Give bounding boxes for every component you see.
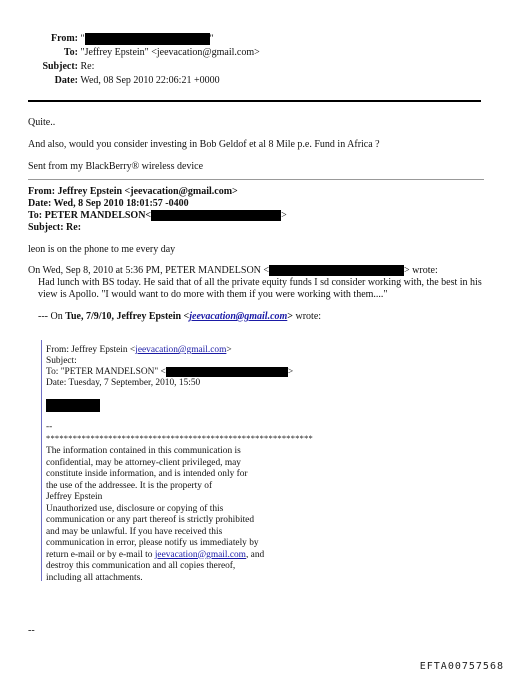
fourth-to-suffix: > <box>287 367 294 378</box>
disclaimer-dashes: -- <box>46 422 53 432</box>
footer-dashes: -- <box>28 625 35 636</box>
attribution-line-epstein <box>38 311 321 323</box>
fourth-from-row <box>46 345 232 357</box>
attribution-close: > <box>287 311 293 322</box>
header-divider <box>28 100 481 102</box>
body-line-signature: Sent from my BlackBerry® wireless device <box>28 161 204 172</box>
disclaimer-stars: ************************************************************ <box>46 433 313 443</box>
disclaimer-line: Jeffrey Epstein <box>46 492 103 502</box>
disclaimer-line: communication in error, please notify us immediately by <box>46 538 259 548</box>
attribution-prefix: On Wed, Sep 8, 2010 at 5:36 PM, PETER MANDELSON < <box>28 265 270 276</box>
second-to-suffix: > <box>281 210 287 221</box>
quote-line-lunch: Had lunch with BS today. He said that of all the private equity funds I sd consider working with, the best in his <box>38 277 482 288</box>
disclaimer-line: confidential, may be attorney-client privileged, may <box>46 457 241 468</box>
email-link[interactable]: jeevacation@gmail.com <box>154 549 246 560</box>
disclaimer-line: the use of the addressee. It is the property of <box>46 480 213 491</box>
reply-divider <box>28 179 484 180</box>
header-subject-row <box>20 61 94 74</box>
disclaimer-line: communication or any part thereof is strictly prohibited <box>46 515 255 525</box>
email-link[interactable]: jeevacation@gmail.com <box>189 311 288 322</box>
attribution-date: Tue, 7/9/10, Jeffrey Epstein < <box>65 311 190 322</box>
redaction-bar <box>269 265 404 276</box>
to-value: "Jeffrey Epstein" <jeevacation@gmail.com> <box>80 47 260 58</box>
header-from-row <box>20 33 214 46</box>
attribution-line-mandelson <box>28 265 438 277</box>
disclaimer-line: constitute inside information, and is intended only for <box>46 469 248 479</box>
second-to-row <box>28 210 287 222</box>
header-to-row <box>20 47 260 60</box>
date-value: Wed, 08 Sep 2010 22:06:21 +0000 <box>80 75 220 86</box>
disclaimer-reply-suffix: , and <box>245 549 265 560</box>
disclaimer-line: Unauthorized use, disclosure or copying of this <box>46 503 224 514</box>
attribution-dash-prefix: --- On <box>38 311 66 322</box>
subject-label: Subject: <box>42 61 78 72</box>
body-line-quite: Quite.. <box>28 117 56 128</box>
from-value-open-quote: " <box>80 33 85 45</box>
quote-bar <box>41 340 42 581</box>
email-link[interactable]: jeevacation@gmail.com <box>135 345 227 355</box>
bates-number: EFTA00757568 <box>419 661 504 672</box>
disclaimer-reply-prefix: return e-mail or by e-mail to <box>46 549 155 560</box>
second-date: Date: Wed, 8 Sep 2010 18:01:57 -0400 <box>28 198 189 209</box>
fourth-from-suffix: > <box>226 345 232 355</box>
from-value-close-quote: " <box>209 33 214 45</box>
second-from: From: Jeffrey Epstein <jeevacation@gmail.com> <box>28 186 238 197</box>
disclaimer-reply-line <box>46 550 264 562</box>
date-label: Date: <box>54 75 78 86</box>
quote-line-apollo: view is Apollo. "I would want to do more with them if you were working with them...." <box>38 289 388 300</box>
disclaimer-line: and may be unlawful. If you have received this <box>46 526 223 537</box>
fourth-to-row <box>46 367 293 379</box>
disclaimer-line: The information contained in this communication is <box>46 446 241 456</box>
redaction-bar <box>166 367 288 377</box>
redaction-bar <box>85 33 210 45</box>
fourth-to-prefix: To: "PETER MANDELSON" < <box>46 367 166 378</box>
second-subject: Subject: Re: <box>28 222 82 233</box>
fourth-subject: Subject: <box>46 356 77 366</box>
to-label: To: <box>63 47 78 58</box>
disclaimer-line: destroy this communication and all copies thereof, <box>46 561 236 571</box>
fourth-from-prefix: From: Jeffrey Epstein < <box>46 345 136 355</box>
body-line-leon: leon is on the phone to me every day <box>28 244 176 255</box>
disclaimer-line: including all attachments. <box>46 572 143 583</box>
body-line-investing: And also, would you consider investing in Bob Geldof et al 8 Mile p.e. Fund in Africa ? <box>28 139 380 150</box>
from-label: From: <box>50 33 78 45</box>
redaction-bar <box>151 210 281 221</box>
second-to-label: To: PETER MANDELSON< <box>28 210 152 221</box>
header-date-row <box>20 75 220 88</box>
subject-value: Re: <box>80 61 95 72</box>
attribution-suffix: > wrote: <box>404 265 438 276</box>
fourth-date: Date: Tuesday, 7 September, 2010, 15:50 <box>46 378 201 388</box>
redaction-bar <box>46 399 100 412</box>
attribution-wrote: wrote: <box>293 311 322 322</box>
